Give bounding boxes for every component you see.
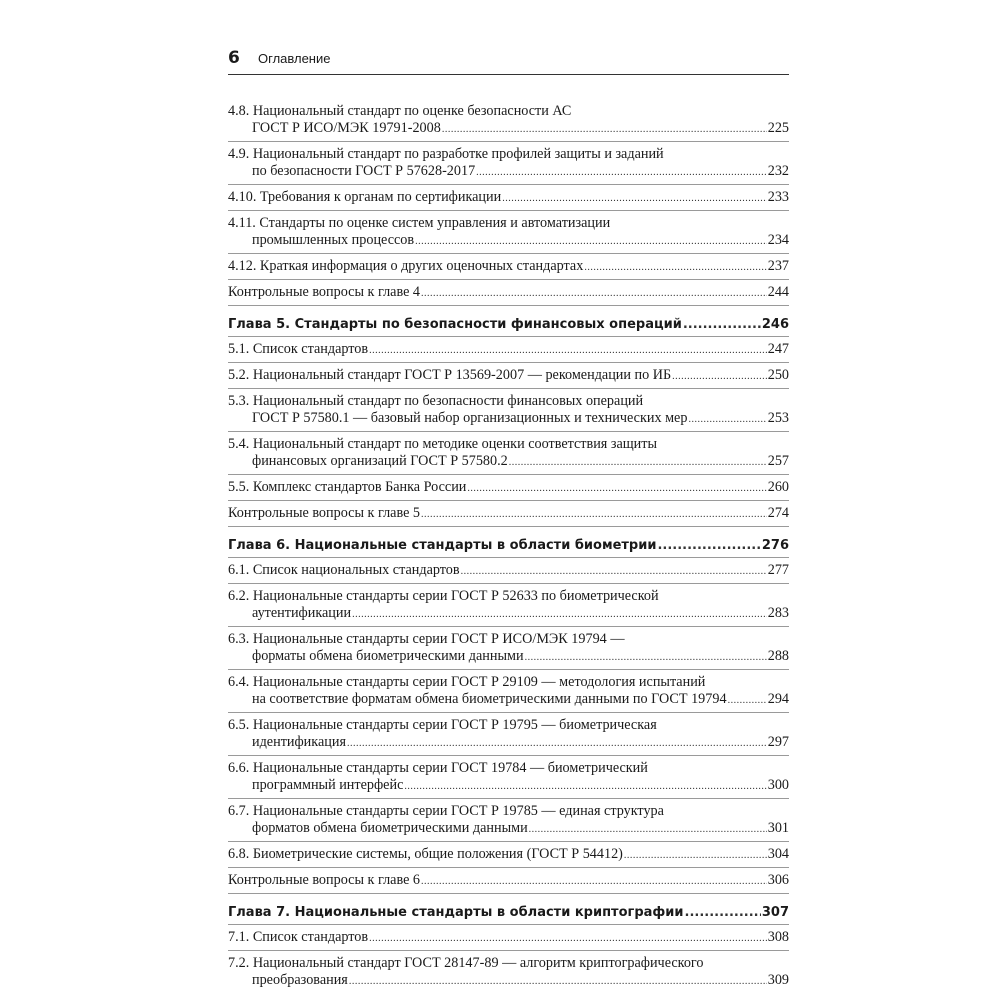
dot-leader [476,163,767,181]
toc-page-number: 300 [767,777,789,793]
toc-entry-last-line [228,258,789,276]
toc-entry-title: аутентификации [252,605,352,621]
toc-entry-title: 4.10. Требования к органам по сертификации [228,189,502,205]
dot-leader [461,562,767,580]
toc-entry-title: идентификация [252,734,346,750]
dot-leader [349,972,767,990]
toc-entry-last-line [228,904,789,921]
toc-page-number: 304 [767,846,789,862]
dot-leader [728,691,767,709]
toc-entry-title: 5.5. Комплекс стандартов Банка России [228,479,467,495]
toc-page-number: 257 [767,453,789,469]
toc-page-number: 277 [767,562,789,578]
toc-page-number: 260 [767,479,789,495]
toc-entry-title-line: 5.3. Национальный стандарт по безопасности финансовых операций [228,393,644,409]
toc-entry-title: форматов обмена биометрическими данными [252,820,528,836]
toc-entry-last-line [228,777,789,795]
book-page [228,48,789,997]
toc-entry [228,631,789,670]
toc-page-number: 308 [767,929,789,945]
toc-chapter-entry [228,316,789,337]
toc-entry-last-line [228,505,789,523]
toc-entry-title-line: 6.4. Национальные стандарты серии ГОСТ Р 29109 — методология испытаний [228,674,706,690]
dot-leader [688,410,766,428]
toc-entry-title: 4.12. Краткая информация о других оценочных стандартах [228,258,584,274]
toc-chapter-entry [228,537,789,558]
dot-leader [509,453,767,471]
toc-page-number: 288 [767,648,789,664]
dot-leader [525,648,767,666]
toc-entry-last-line [228,972,789,990]
toc-entry [228,717,789,756]
toc-entry-last-line [228,734,789,752]
toc-page-number: 306 [767,872,789,888]
dot-leader [442,120,767,138]
toc-page-number: 294 [767,691,789,707]
toc-chapter-entry [228,904,789,925]
dot-leader [421,872,767,890]
dot-leader [584,258,766,276]
toc-entry [228,929,789,951]
toc-entry-title-line: 4.11. Стандарты по оценке систем управления и автоматизации [228,215,611,231]
toc-entry [228,479,789,501]
dot-leader [369,929,767,947]
toc-entry [228,760,789,799]
toc-entry [228,436,789,475]
toc-entry [228,367,789,389]
toc-entry-last-line [228,479,789,497]
toc-entry-title-line: 6.6. Национальные стандарты серии ГОСТ 19784 — биометрический [228,760,648,776]
toc-entry [228,284,789,306]
toc-entry-last-line [228,232,789,250]
dot-leader [624,846,767,864]
dot-leader [502,189,767,207]
toc-entry [228,146,789,185]
toc-entry-last-line [228,120,789,138]
toc-entry-title: 7.1. Список стандартов [228,929,369,945]
toc-entry [228,341,789,363]
dot-leader [685,904,761,921]
toc-entry-title-line: 4.8. Национальный стандарт по оценке безопасности АС [228,103,572,119]
toc-entry-last-line [228,163,789,181]
toc-page-number: 276 [761,538,789,553]
dot-leader [404,777,766,795]
toc-entry-title: 5.2. Национальный стандарт ГОСТ Р 13569-2007 — рекомендации по ИБ [228,367,672,383]
toc-entry-title: Контрольные вопросы к главе 5 [228,505,421,521]
toc-entry [228,588,789,627]
toc-page-number: 244 [767,284,789,300]
page-number: 6 [228,48,240,68]
toc-entry-title: программный интерфейс [252,777,404,793]
toc-page-number: 237 [767,258,789,274]
toc-page-number: 232 [767,163,789,179]
toc-entry [228,103,789,142]
toc-entry-last-line [228,872,789,890]
toc-entry-last-line [228,820,789,838]
toc-entry-title: на соответствие форматам обмена биометрическими данными по ГОСТ 19794 [252,691,727,707]
toc-entry-title: форматы обмена биометрическими данными [252,648,524,664]
dot-leader [672,367,767,385]
toc-page-number: 225 [767,120,789,136]
toc-entry-title: по безопасности ГОСТ Р 57628-2017 [252,163,476,179]
toc-entry [228,562,789,584]
toc-page-number: 250 [767,367,789,383]
toc-page-number: 309 [767,972,789,988]
dot-leader [421,505,767,523]
toc-entry [228,674,789,713]
dot-leader [529,820,767,838]
toc-page-number: 253 [767,410,789,426]
toc-page-number: 233 [767,189,789,205]
toc-entry-title: 6.1. Список национальных стандартов [228,562,460,578]
toc-entry-title: преобразования [252,972,348,988]
dot-leader [352,605,767,623]
running-head [228,48,789,74]
toc-entry [228,803,789,842]
toc-entry [228,189,789,211]
toc-entry-last-line [228,605,789,623]
dot-leader [421,284,767,302]
toc-entry [228,258,789,280]
toc-page-number: 274 [767,505,789,521]
dot-leader [347,734,767,752]
toc-entry-title: ГОСТ Р 57580.1 — базовый набор организационных и технических мер [252,410,688,426]
toc-entry-title-line: 5.4. Национальный стандарт по методике оценки соответствия защиты [228,436,658,452]
toc-entry-last-line [228,453,789,471]
toc-entry [228,955,789,993]
toc-page-number: 301 [767,820,789,836]
toc-entry-last-line [228,691,789,709]
header-rule [228,74,789,75]
toc-entry [228,846,789,868]
table-of-contents [228,103,789,993]
toc-page-number: 234 [767,232,789,248]
toc-entry-title: Глава 6. Национальные стандарты в области биометрии [228,538,657,553]
dot-leader [369,341,767,359]
toc-entry-title: финансовых организаций ГОСТ Р 57580.2 [252,453,508,469]
toc-entry-title-line: 7.2. Национальный стандарт ГОСТ 28147-89 — алгоритм криптографического [228,955,704,971]
toc-entry [228,215,789,254]
toc-page-number: 297 [767,734,789,750]
toc-page-number: 247 [767,341,789,357]
toc-entry-title-line: 4.9. Национальный стандарт по разработке профилей защиты и заданий [228,146,664,162]
dot-leader [415,232,767,250]
toc-entry-last-line [228,316,789,333]
toc-entry-title: ГОСТ Р ИСО/МЭК 19791-2008 [252,120,441,136]
toc-page-number: 283 [767,605,789,621]
toc-entry-title: промышленных процессов [252,232,415,248]
toc-entry-last-line [228,562,789,580]
toc-entry-last-line [228,410,789,428]
toc-entry-title: Глава 7. Национальные стандарты в области криптографии [228,905,684,920]
toc-entry-last-line [228,846,789,864]
toc-entry-title-line: 6.3. Национальные стандарты серии ГОСТ Р ИСО/МЭК 19794 — [228,631,625,647]
toc-entry-title: Глава 5. Стандарты по безопасности финансовых операций [228,317,682,332]
toc-page-number: 307 [761,905,789,920]
toc-entry-title: Контрольные вопросы к главе 6 [228,872,421,888]
toc-entry-last-line [228,341,789,359]
toc-entry [228,393,789,432]
dot-leader [657,537,760,554]
dot-leader [683,316,761,333]
toc-entry-last-line [228,648,789,666]
toc-entry [228,505,789,527]
toc-entry-title-line: 6.2. Национальные стандарты серии ГОСТ Р 52633 по биометрической [228,588,659,604]
toc-entry-title: Контрольные вопросы к главе 4 [228,284,421,300]
toc-entry-title-line: 6.5. Национальные стандарты серии ГОСТ Р 19795 — биометрическая [228,717,657,733]
toc-entry-last-line [228,537,789,554]
toc-entry-last-line [228,284,789,302]
toc-page-number: 246 [761,317,789,332]
toc-entry-last-line [228,367,789,385]
toc-entry-title: 6.8. Биометрические системы, общие положения (ГОСТ Р 54412) [228,846,623,862]
dot-leader [467,479,766,497]
toc-entry [228,872,789,894]
toc-entry-last-line [228,189,789,207]
toc-entry-last-line [228,929,789,947]
toc-entry-title: 5.1. Список стандартов [228,341,369,357]
running-head-title: Оглавление [258,51,331,66]
toc-entry-title-line: 6.7. Национальные стандарты серии ГОСТ Р 19785 — единая структура [228,803,664,819]
